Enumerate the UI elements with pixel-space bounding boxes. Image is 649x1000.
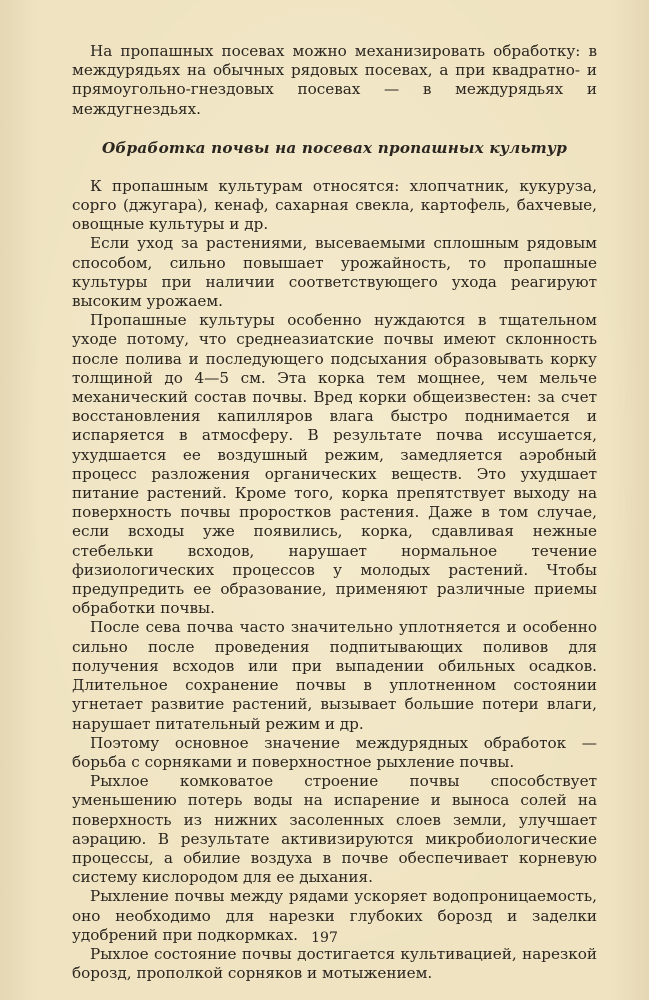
intro-paragraph: На пропашных посевах можно механизировать обработку: в междурядьях на обычных рядовых посевах, а при квадратно- и прямоугольно-гнездовых посевах — в междурядьях и междугнездьях. — [72, 42, 597, 118]
paragraph-loosening-benefits: Рыхление почвы между рядами ускоряет водопроницаемость, оно необходимо для нарезки глубоких борозд и заделки удобрений при подкормках. — [72, 887, 597, 944]
paragraph-interrow-purpose: Поэтому основное значение междурядных обработок — борьба с сорняками и поверхностное рыхление почвы. — [72, 733, 597, 771]
paragraph-care-yield: Если уход за растениями, высеваемыми сплошным рядовым способом, сильно повышает урожайность, то пропашные культуры при наличии соответствующего ухода реагируют высоким урожаем. — [72, 234, 597, 311]
paragraph-crops-list: К пропашным культурам относятся: хлопчатник, кукуруза, сорго (джугара), кенаф, сахарная свекла, картофель, бахчевые, овощные культуры и др. — [72, 176, 597, 234]
paragraph-soil-compaction: После сева почва часто значительно уплотняется и особенно сильно после проведения подпитывающих поливов для получения всходов или при выпадении обильных осадков. Длительное сохранение почвы в уплотненном состоянии угнетает развитие растений, вызывает большие потери влаги, нарушает питательный режим и др. — [72, 618, 597, 733]
paragraph-soil-crust: Пропашные культуры особенно нуждаются в тщательном уходе потому, что среднеазиатские почвы имеют склонность после полива и последующего подсыхания образовывать корку толщиной до 4—5 см. Эта корка тем мощнее, чем мельче механический состав почвы. Вред корки общеизвестен: за счет восстановления капилляров влага быстро поднимается и испаряется в атмосферу. В результате почва иссушается, ухудшается ее воздушный режим, замедляется аэробный процесс разложения органических веществ. Это ухудшает питание растений. Кроме того, корка препятствует выходу на поверхность почвы проростков растения. Даже в том случае, если всходы уже появились, корка, сдавливая нежные стебельки всходов, нарушает нормальное течение физиологических процессов у молодых растений. Чтобы предупредить ее образование, применяют различные приемы обработки почвы. — [72, 311, 597, 618]
paragraph-loose-structure: Рыхлое комковатое строение почвы способствует уменьшению потерь воды на испарение и выноса солей на поверхность из нижних засоленных слоев земли, улучшает аэрацию. В результате активизируются микробиологические процессы, а обилие воздуха в почве обеспечивает корневую систему кислородом для ее дыхания. — [72, 772, 597, 887]
page-number: 197 — [311, 930, 338, 946]
page-text-block — [72, 42, 597, 983]
paragraph-loosening-methods: Рыхлое состояние почвы достигается культивацией, нарезкой борозд, прополкой сорняков и мотыжением. — [72, 944, 597, 983]
section-heading: Обработка почвы на посевах пропашных культур — [101, 138, 568, 157]
